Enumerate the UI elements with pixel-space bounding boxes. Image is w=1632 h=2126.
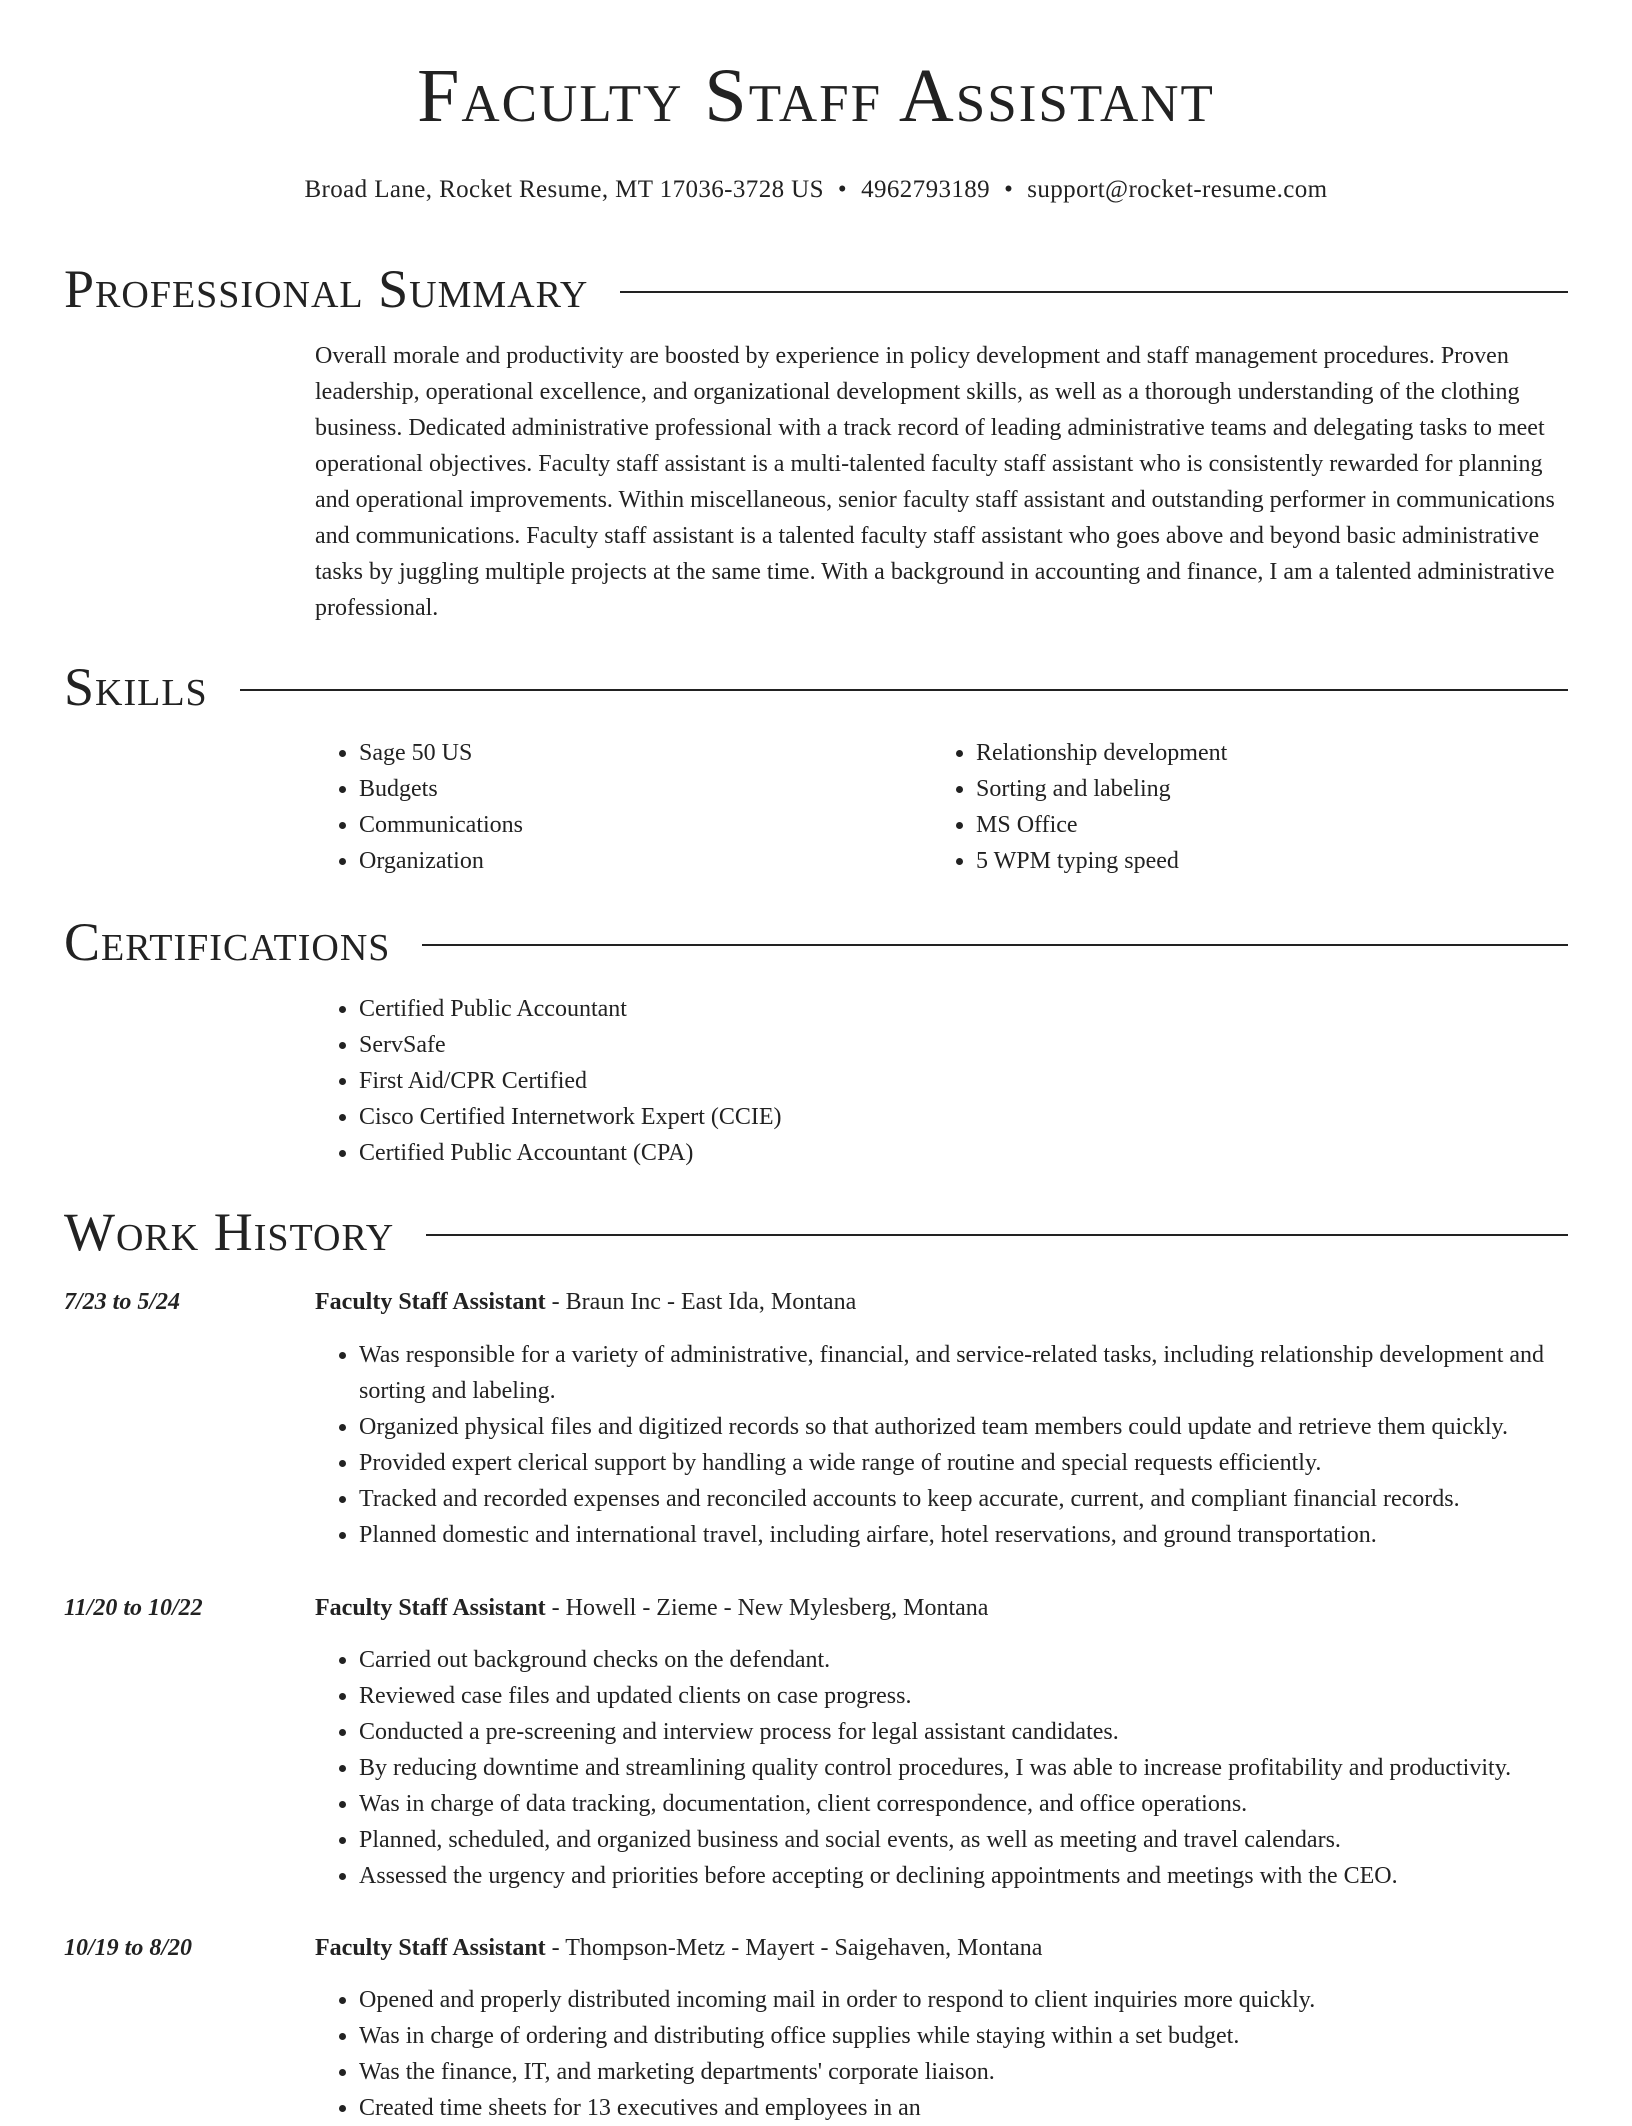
- contact-address: Broad Lane, Rocket Resume, MT 17036-3728 US: [304, 176, 824, 203]
- skill-item: • Budgets: [359, 771, 523, 807]
- section-divider: [422, 944, 1568, 946]
- contact-separator: •: [837, 176, 848, 203]
- certification-item: • Certified Public Accountant: [359, 991, 782, 1027]
- job-company: - Braun Inc - East Ida, Montana: [545, 1289, 857, 1315]
- candidate-name: Faculty Staff Assistant: [417, 54, 1215, 138]
- skill-item: • Sorting and labeling: [976, 771, 1227, 807]
- job-company: - Thompson-Metz - Mayert - Saigehaven, Montana: [545, 1935, 1043, 1961]
- skill-item: • MS Office: [976, 807, 1227, 843]
- duty-item: • Organized physical files and digitized records so that authorized team members could update and retrieve them quickly.: [359, 1409, 1568, 1445]
- duty-item: • Was in charge of data tracking, documentation, client correspondence, and office operations.: [359, 1786, 1568, 1822]
- job-role: Faculty Staff Assistant: [315, 1935, 546, 1961]
- contact-separator: •: [1004, 176, 1014, 203]
- job-duties: [315, 1642, 1568, 1894]
- duty-item: • Reviewed case files and updated clients on case progress.: [359, 1678, 1568, 1714]
- job-role: Faculty Staff Assistant: [315, 1595, 546, 1621]
- job-heading: [315, 1930, 1042, 1966]
- section-title-summary: Professional Summary: [64, 259, 589, 319]
- section-title-certifications: Certifications: [64, 912, 391, 972]
- contact-email[interactable]: support@rocket-resume.com: [1027, 176, 1328, 203]
- certifications-header: [64, 912, 1568, 972]
- skills-right-column: [932, 735, 1227, 879]
- certification-item: • Cisco Certified Internetwork Expert (CCIE): [359, 1099, 782, 1135]
- skill-item: • Organization: [359, 843, 523, 879]
- contact-line: [0, 176, 1632, 204]
- job-company: - Howell - Zieme - New Mylesberg, Montana: [545, 1595, 989, 1621]
- work-history-header: [64, 1202, 1568, 1262]
- job-heading: [315, 1590, 988, 1626]
- job-heading: [315, 1284, 856, 1320]
- section-title-work-history: Work History: [64, 1202, 395, 1262]
- skills-left-column: [315, 735, 523, 879]
- skill-item: • 5 WPM typing speed: [976, 843, 1227, 879]
- duty-item: • Was responsible for a variety of administrative, financial, and service-related tasks, including relationship development and sorting and labeling.: [359, 1337, 1568, 1409]
- certification-item: • Certified Public Accountant (CPA): [359, 1135, 782, 1171]
- skill-item: • Relationship development: [976, 735, 1227, 771]
- job-role: Faculty Staff Assistant: [315, 1289, 546, 1315]
- duty-item: • Planned domestic and international travel, including airfare, hotel reservations, and ground transportation.: [359, 1517, 1568, 1553]
- skill-item: • Sage 50 US: [359, 735, 523, 771]
- summary-text: Overall morale and productivity are boosted by experience in policy development and staff management procedures. Proven leadership, operational excellence, and organizational development skills, as well as a thorough understanding of the clothing business. Dedicated administrative professional with a track record of leading administrative teams and delegating tasks to meet operational objectives. Faculty staff assistant is a multi-talented faculty staff assistant who is consistently rewarded for planning and operational improvements. Within miscellaneous, senior faculty staff assistant and outstanding performer in communications and communications. Faculty staff assistant is a talented faculty staff assistant who goes above and beyond basic administrative tasks by juggling multiple projects at the same time. With a background in accounting and finance, I am a talented administrative professional.: [315, 343, 1555, 621]
- job-dates: 10/19 to 8/20: [64, 1935, 193, 1961]
- duty-item: • Provided expert clerical support by handling a wide range of routine and special requests efficiently.: [359, 1445, 1568, 1481]
- section-divider: [240, 689, 1568, 691]
- certifications-list: [315, 991, 782, 1171]
- duty-item: • Conducted a pre-screening and interview process for legal assistant candidates.: [359, 1714, 1568, 1750]
- skill-item: • Communications: [359, 807, 523, 843]
- section-divider: [620, 291, 1568, 293]
- job-dates: 11/20 to 10/22: [64, 1595, 203, 1621]
- duty-item: • Assessed the urgency and priorities before accepting or declining appointments and meetings with the CEO.: [359, 1858, 1568, 1894]
- skills-header: [64, 657, 1568, 717]
- duty-item: • By reducing downtime and streamlining quality control procedures, I was able to increase profitability and productivity.: [359, 1750, 1568, 1786]
- duty-item: • Was in charge of ordering and distributing office supplies while staying within a set budget.: [359, 2018, 1568, 2054]
- duty-item: • Opened and properly distributed incoming mail in order to respond to client inquiries more quickly.: [359, 1982, 1568, 2018]
- duty-item: • Created time sheets for 13 executives and employees in an: [359, 2090, 1568, 2126]
- summary-header: [64, 259, 1568, 319]
- certification-item: • ServSafe: [359, 1027, 782, 1063]
- job-duties: [315, 1982, 1568, 2126]
- duty-item: • Planned, scheduled, and organized business and social events, as well as meeting and travel calendars.: [359, 1822, 1568, 1858]
- duty-item: • Was the finance, IT, and marketing departments' corporate liaison.: [359, 2054, 1568, 2090]
- duty-item: • Carried out background checks on the defendant.: [359, 1642, 1568, 1678]
- contact-phone: 4962793189: [861, 176, 991, 203]
- job-duties: [315, 1337, 1568, 1553]
- certification-item: • First Aid/CPR Certified: [359, 1063, 782, 1099]
- section-title-skills: Skills: [64, 657, 208, 717]
- section-divider: [426, 1234, 1568, 1236]
- job-dates: 7/23 to 5/24: [64, 1289, 181, 1315]
- duty-item: • Tracked and recorded expenses and reconciled accounts to keep accurate, current, and compliant financial records.: [359, 1481, 1568, 1517]
